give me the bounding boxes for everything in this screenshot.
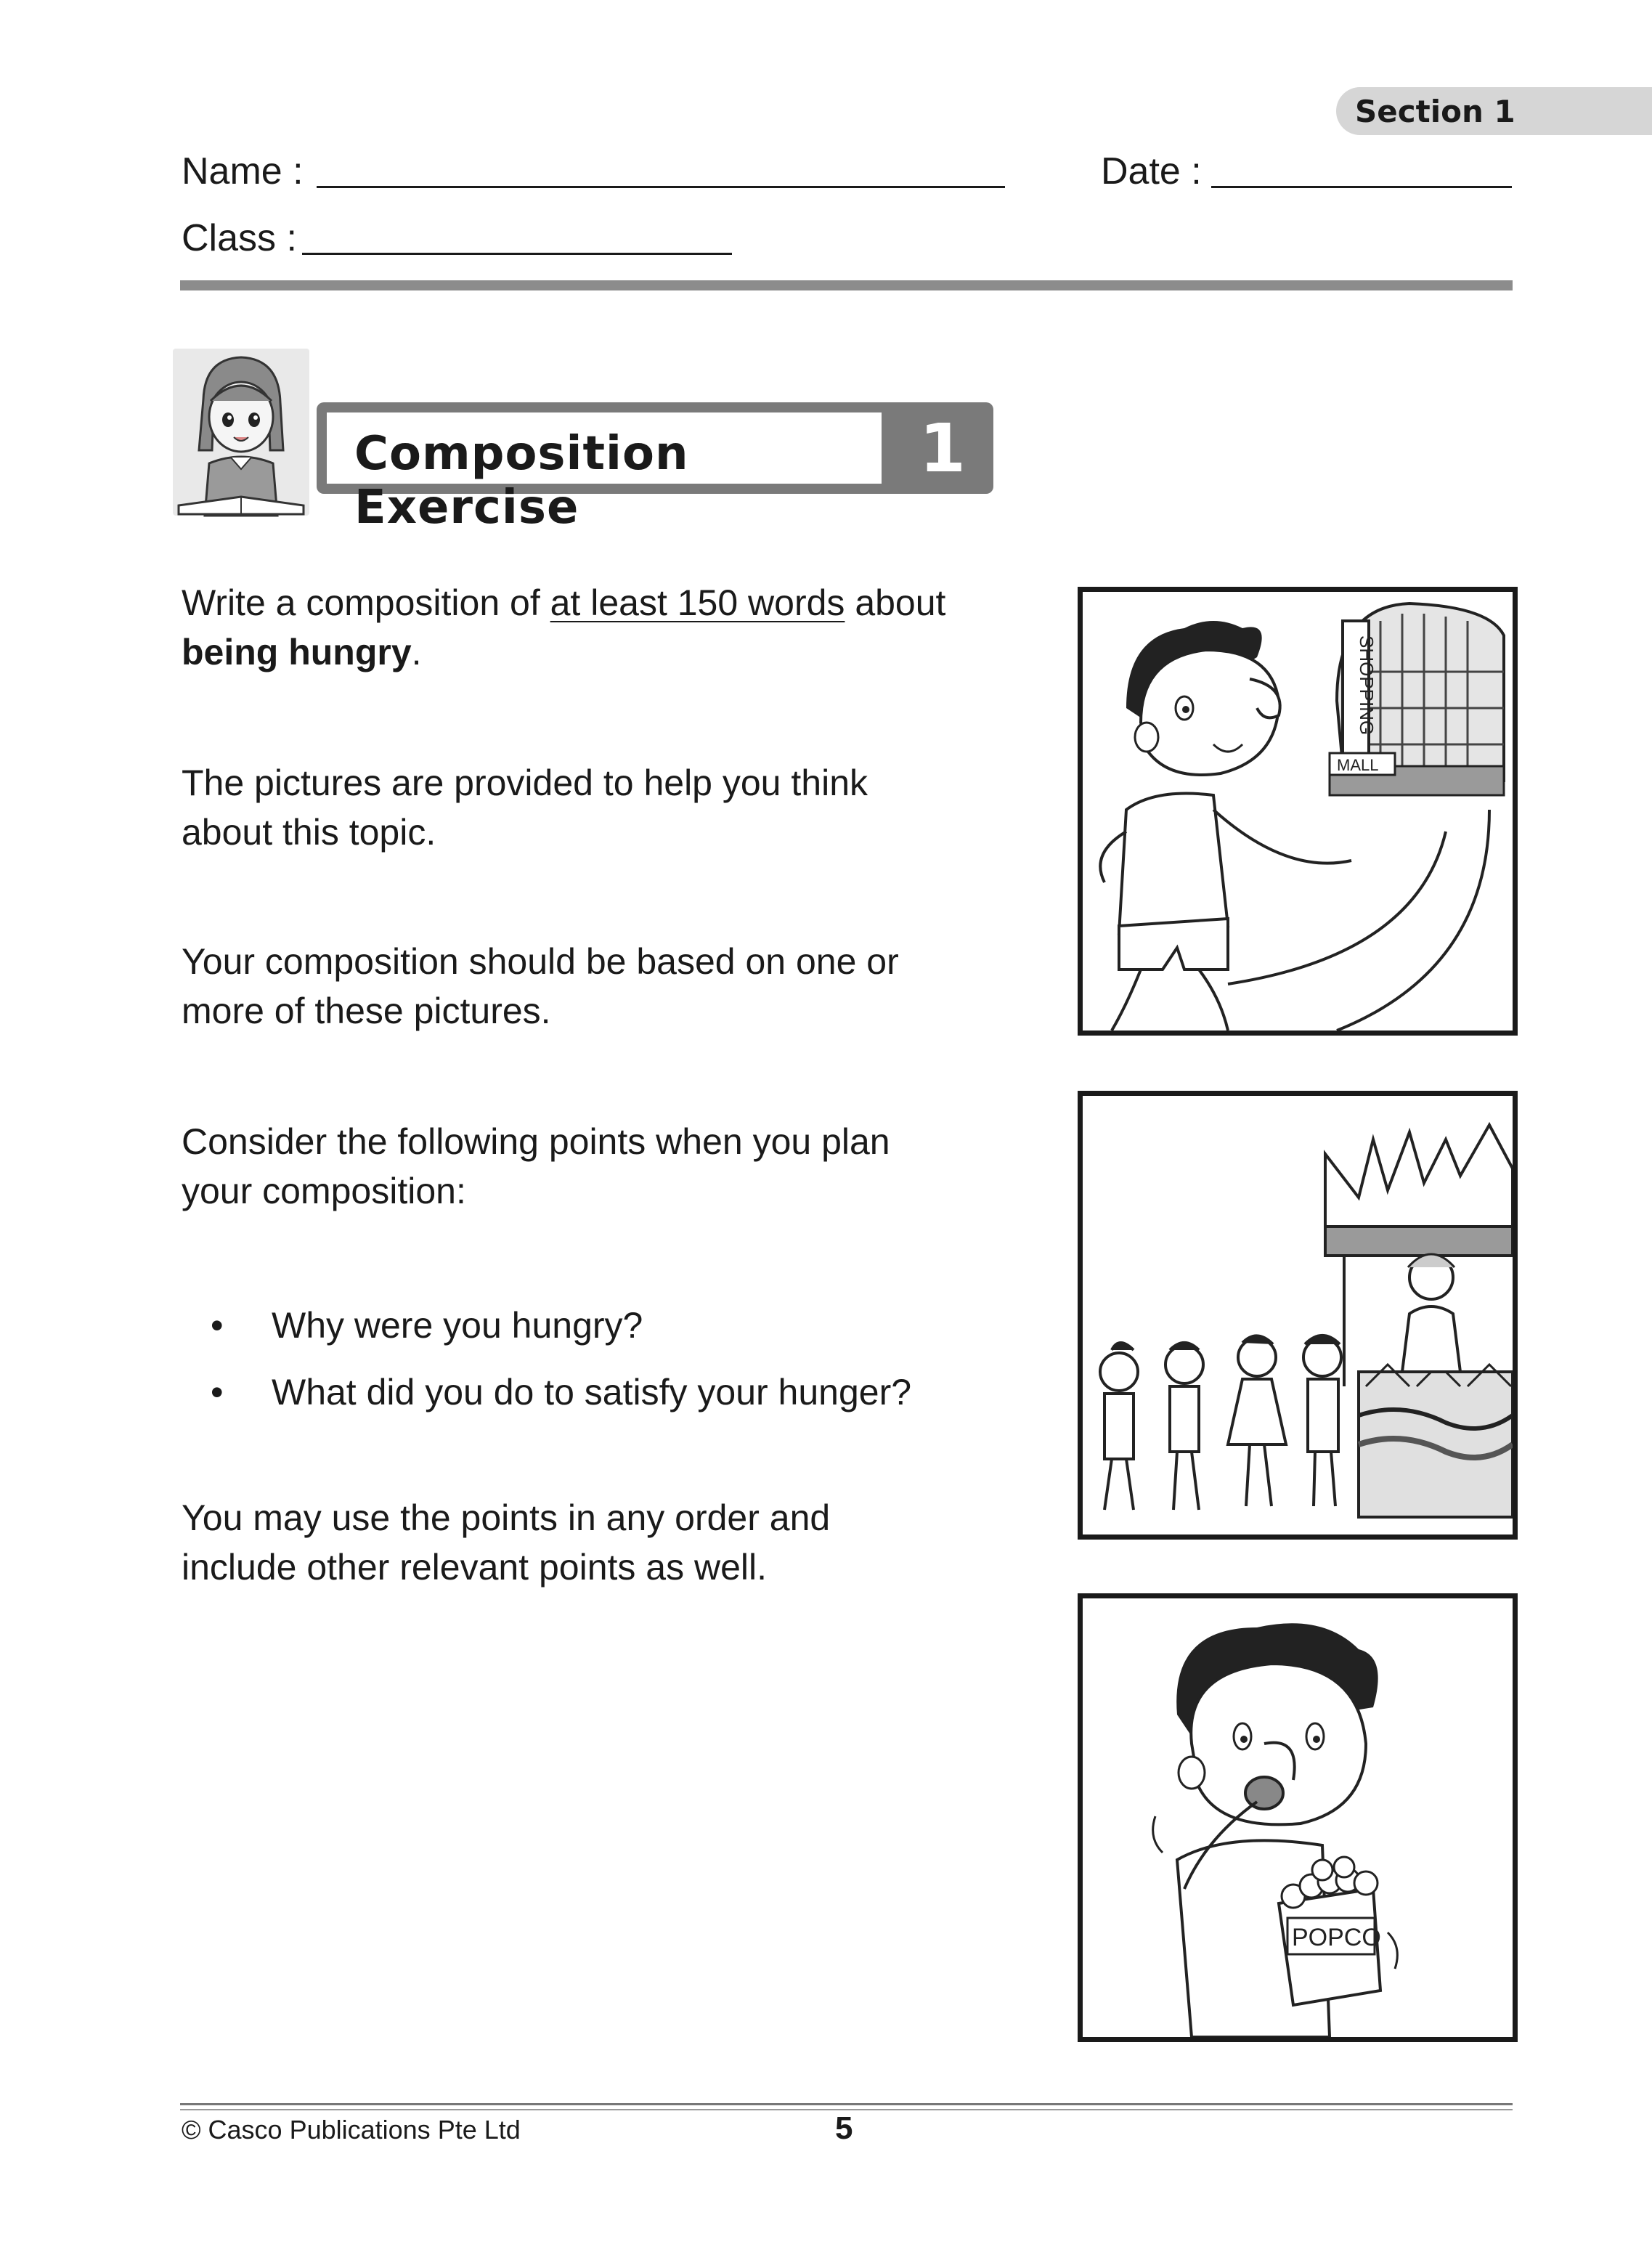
word-count-requirement: at least 150 words bbox=[550, 582, 845, 623]
date-line[interactable] bbox=[1211, 186, 1512, 188]
footer-divider bbox=[180, 2103, 1513, 2105]
picture-panel-food-stall-queue bbox=[1078, 1091, 1518, 1540]
class-line[interactable] bbox=[302, 253, 732, 255]
instruction-paragraph-1: Write a composition of at least 150 words about being hungry. bbox=[182, 582, 946, 672]
instruction-paragraph-3: Your composition should be based on one or more of these pictures. bbox=[182, 941, 899, 1031]
shopping-sign-text: SHOPPING bbox=[1356, 635, 1378, 736]
topic: being hungry bbox=[182, 632, 412, 672]
section-tab-label: Section 1 bbox=[1355, 94, 1515, 129]
mall-sign-text: MALL bbox=[1337, 756, 1379, 774]
exercise-title: Composition Exercise bbox=[354, 427, 689, 534]
bullet-icon: • bbox=[211, 1372, 224, 1412]
list-item: • Why were you hungry? bbox=[211, 1305, 643, 1346]
picture-panel-boy-eating-popcorn bbox=[1078, 1593, 1518, 2042]
copyright-text: © Casco Publications Pte Ltd bbox=[182, 2115, 521, 2145]
exercise-title-box bbox=[317, 402, 993, 534]
section-tab bbox=[1336, 87, 1652, 135]
exercise-title-panel bbox=[327, 412, 882, 534]
class-label: Class : bbox=[182, 217, 297, 259]
name-line[interactable] bbox=[317, 186, 1005, 188]
girl-reading-illustration bbox=[168, 341, 314, 520]
list-item: • What did you do to satisfy your hunger? bbox=[211, 1372, 912, 1412]
exercise-number: 1 bbox=[919, 410, 967, 487]
bullet-icon: • bbox=[211, 1305, 224, 1346]
date-label: Date : bbox=[1101, 150, 1202, 192]
instruction-paragraph-2: The pictures are provided to help you think about this topic. bbox=[182, 763, 868, 853]
picture-panel-hungry-boy-mall bbox=[1078, 587, 1518, 1036]
instruction-paragraph-5: You may use the points in any order and include other relevant points as well. bbox=[182, 1497, 831, 1588]
page-number: 5 bbox=[835, 2110, 853, 2146]
popcorn-bag-label: POPCO bbox=[1292, 1924, 1381, 1951]
header-divider bbox=[180, 280, 1513, 290]
instruction-paragraph-4: Consider the following points when you plan your composition: bbox=[182, 1121, 890, 1211]
name-label: Name : bbox=[182, 150, 304, 192]
